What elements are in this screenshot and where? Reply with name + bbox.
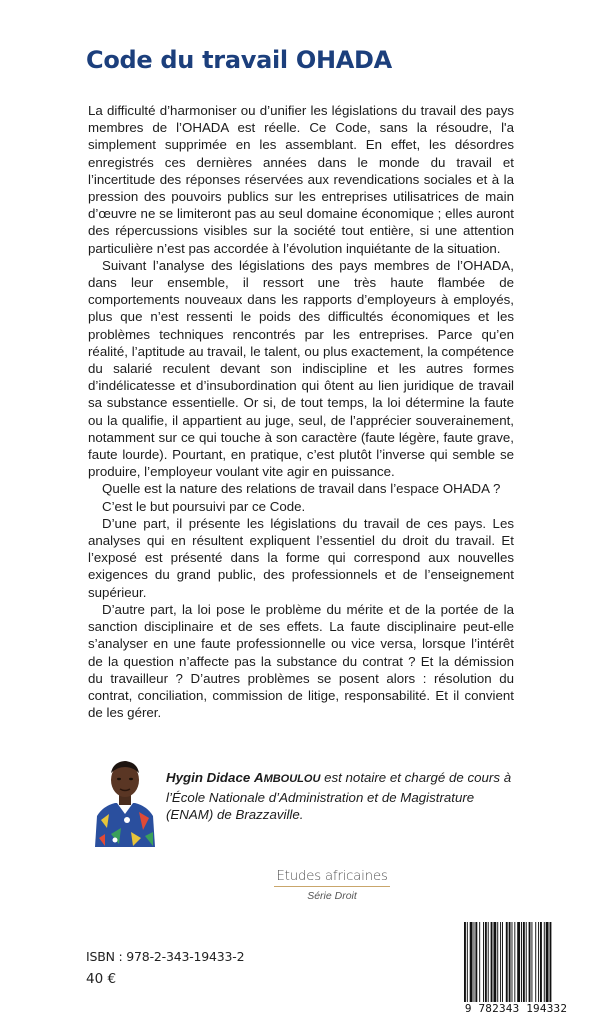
author-first-names: Hygin Didace xyxy=(166,770,251,785)
author-photo xyxy=(91,754,159,847)
author-bio xyxy=(166,769,512,824)
collection-logo xyxy=(268,868,396,902)
paragraph-3: Quelle est la nature des relations de travail dans l’espace OHADA ? xyxy=(102,481,501,497)
paragraph-2: Suivant l’analyse des législations des pays membres de l’OHADA, dans leur ensemble, il ressort une très haute flambée de comportements nouveaux dans les rapports d’employeurs à employés, plus que n’est ressenti le poids des difficultés économiques et les problèmes techniques rencontrés par les entreprises. Parce qu’en réalité, l’aptitude au travail, le talent, ou plus exactement, la compétence du salarié reculent devant son indiscipline et les autres formes d’indélicatesse et d’insubordination qui ôtent au lien juridique de travail sa substance essentielle. Or si, de tout temps, la loi détermine la faute ou la qualifie, il appartient au juge, seul, de l’apprécier souverainement, notamment sur ce qui touche à son caractère (faute légère, faute grave, faute lourde). Pourtant, en pratique, c’est plutôt l’inverse qui semble se produire, l’employeur voulant vite agir en puissance. xyxy=(88,257,514,480)
author-surname-rest: MBOULOU xyxy=(263,773,321,785)
collection-divider xyxy=(274,886,390,887)
back-cover-text xyxy=(88,102,514,721)
book-title: Code du travail OHADA xyxy=(86,46,392,74)
isbn: ISBN : 978-2-343-19433-2 xyxy=(86,949,245,964)
price: 40 € xyxy=(86,971,117,987)
paragraph-5: D’une part, il présente les législations du travail de ces pays. Les analyses qui en résultent expliquent l’essentiel du droit du travail. Et l’exposé est présenté dans la forme qui correspond aux nouvelles exigences du grand public, des professionnels et de l’enseignement supérieur. xyxy=(88,515,514,600)
collection-series: Série Droit xyxy=(307,890,357,902)
paragraph-6: D’autre part, la loi pose le problème du mérite et de la portée de la sanction disciplinaire et de ses effets. La faute disciplinaire peut-elle s’analyser en une faute professionnelle ou vice versa, lorsque l’intérêt de la question n’affecte pas la substance du contrat ? Et la démission du travailleur ? D’autres problèmes se posent alors : résolution du contrat, conciliation, commission de litige, responsabilité. Et il convient de les gérer. xyxy=(88,601,514,721)
paragraph-1: La difficulté d’harmoniser ou d’unifier les législations du travail des pays membres de l’OHADA est réelle. Ce Code, sans la résoudre, l'a simplement supprimée en les assemblant. En effet, les désordres enregistrés ces dernières années dans le monde du travail et l’incertitude des réponses réservées aux revendications sociales et à la pression des pouvoirs publics sur les entreprises utilisatrices de main d’œuvre ne se limiteront pas au seul domaine économique ; elles auront des répercussions visibles sur la société tout entière, si une attention particulière n’est pas accordée à l’évolution inquiétante de la situation. xyxy=(88,103,514,256)
collection-name: Etudes africaines xyxy=(276,868,388,884)
paragraph-4: C’est le but poursuivi par ce Code. xyxy=(102,498,306,514)
barcode-digits: 9 782343 194332 xyxy=(455,1002,577,1015)
author-surname-initial: A xyxy=(253,770,264,785)
author-bio-text: est notaire et chargé de cours à l’École Nationale d’Administration et de Magistrature (ENAM) de Brazzaville. xyxy=(166,770,512,822)
